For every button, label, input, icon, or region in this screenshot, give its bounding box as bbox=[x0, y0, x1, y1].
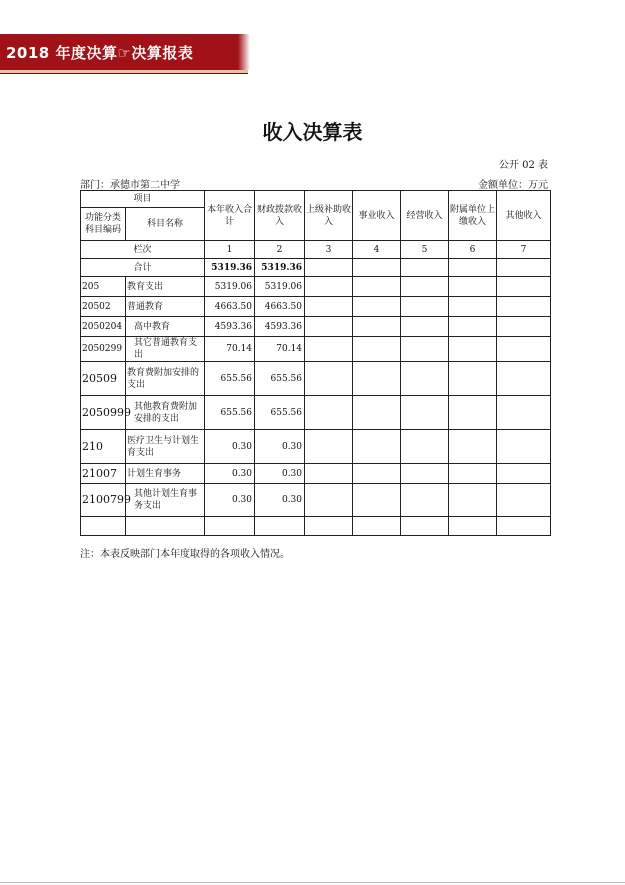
row-code: 2100799 bbox=[81, 484, 126, 517]
page-title: 收入决算表 bbox=[262, 120, 363, 144]
row-fiscal: 4593.36 bbox=[255, 317, 305, 337]
row-name: 其它普通教育支出 bbox=[126, 337, 205, 362]
column-index-label: 栏次 bbox=[81, 241, 205, 259]
sum-total: 5319.36 bbox=[205, 259, 255, 277]
column-index: 6 bbox=[449, 241, 497, 259]
row-code: 210 bbox=[81, 430, 126, 464]
row-fiscal: 0.30 bbox=[255, 464, 305, 484]
table-row bbox=[81, 362, 551, 396]
row-name: 计划生育事务 bbox=[126, 464, 205, 484]
row-total: 655.56 bbox=[205, 396, 255, 430]
unit-label: 金额单位：万元 bbox=[478, 180, 548, 191]
table-row bbox=[81, 464, 551, 484]
row-fiscal: 655.56 bbox=[255, 396, 305, 430]
column-index: 4 bbox=[353, 241, 401, 259]
header-func-code: 功能分类科目编码 bbox=[81, 208, 126, 241]
row-code: 2050204 bbox=[81, 317, 126, 337]
column-index: 1 bbox=[205, 241, 255, 259]
table-row bbox=[81, 317, 551, 337]
row-total: 0.30 bbox=[205, 430, 255, 464]
table-row bbox=[81, 430, 551, 464]
row-code: 205 bbox=[81, 277, 126, 297]
table-row bbox=[81, 484, 551, 517]
sum-fiscal: 5319.36 bbox=[255, 259, 305, 277]
row-total: 4663.50 bbox=[205, 297, 255, 317]
row-name: 高中教育 bbox=[126, 317, 205, 337]
header-other: 其他收入 bbox=[497, 191, 551, 241]
row-name: 普通教育 bbox=[126, 297, 205, 317]
column-index: 7 bbox=[497, 241, 551, 259]
header-fiscal: 财政拨款收入 bbox=[255, 191, 305, 241]
row-fiscal: 0.30 bbox=[255, 484, 305, 517]
header-banner bbox=[0, 34, 248, 73]
header-total: 本年收入合计 bbox=[205, 191, 255, 241]
row-code: 21007 bbox=[81, 464, 126, 484]
row-total: 0.30 bbox=[205, 464, 255, 484]
row-total: 5319.06 bbox=[205, 277, 255, 297]
table-row bbox=[81, 277, 551, 297]
header-affiliated: 附属单位上缴收入 bbox=[449, 191, 497, 241]
row-fiscal: 70.14 bbox=[255, 337, 305, 362]
page-bottom-divider bbox=[0, 882, 625, 883]
department-label: 部门：承德市第二中学 bbox=[80, 180, 180, 191]
row-code: 2050299 bbox=[81, 337, 126, 362]
header-item: 项目 bbox=[81, 191, 205, 208]
row-fiscal: 655.56 bbox=[255, 362, 305, 396]
table-row-empty bbox=[81, 517, 551, 536]
header-upper: 上级补助收入 bbox=[305, 191, 353, 241]
row-total: 655.56 bbox=[205, 362, 255, 396]
row-code: 2050999 bbox=[81, 396, 126, 430]
banner-fade bbox=[238, 34, 250, 70]
row-name: 其他教育费附加安排的支出 bbox=[126, 396, 205, 430]
form-number: 公开 02 表 bbox=[498, 160, 548, 171]
row-fiscal: 4663.50 bbox=[255, 297, 305, 317]
row-name: 教育支出 bbox=[126, 277, 205, 297]
column-index: 2 bbox=[255, 241, 305, 259]
header-subject-name: 科目名称 bbox=[126, 208, 205, 241]
table-row bbox=[81, 297, 551, 317]
row-total: 70.14 bbox=[205, 337, 255, 362]
header-operation: 经营收入 bbox=[401, 191, 449, 241]
row-name: 其他计划生育事务支出 bbox=[126, 484, 205, 517]
column-index: 3 bbox=[305, 241, 353, 259]
header-business: 事业收入 bbox=[353, 191, 401, 241]
row-code: 20509 bbox=[81, 362, 126, 396]
row-fiscal: 0.30 bbox=[255, 430, 305, 464]
row-total: 0.30 bbox=[205, 484, 255, 517]
row-name: 医疗卫生与计划生育支出 bbox=[126, 430, 205, 464]
table-row bbox=[81, 396, 551, 430]
column-index: 5 bbox=[401, 241, 449, 259]
row-total: 4593.36 bbox=[205, 317, 255, 337]
sum-row-label: 合计 bbox=[81, 259, 205, 277]
banner-title: 2018 年度决算☞决算报表 bbox=[6, 44, 194, 62]
table-row bbox=[81, 337, 551, 362]
row-name: 教育费附加安排的支出 bbox=[126, 362, 205, 396]
income-table bbox=[80, 190, 551, 536]
table-note: 注：本表反映部门本年度取得的各项收入情况。 bbox=[80, 549, 290, 560]
row-code: 20502 bbox=[81, 297, 126, 317]
row-fiscal: 5319.06 bbox=[255, 277, 305, 297]
